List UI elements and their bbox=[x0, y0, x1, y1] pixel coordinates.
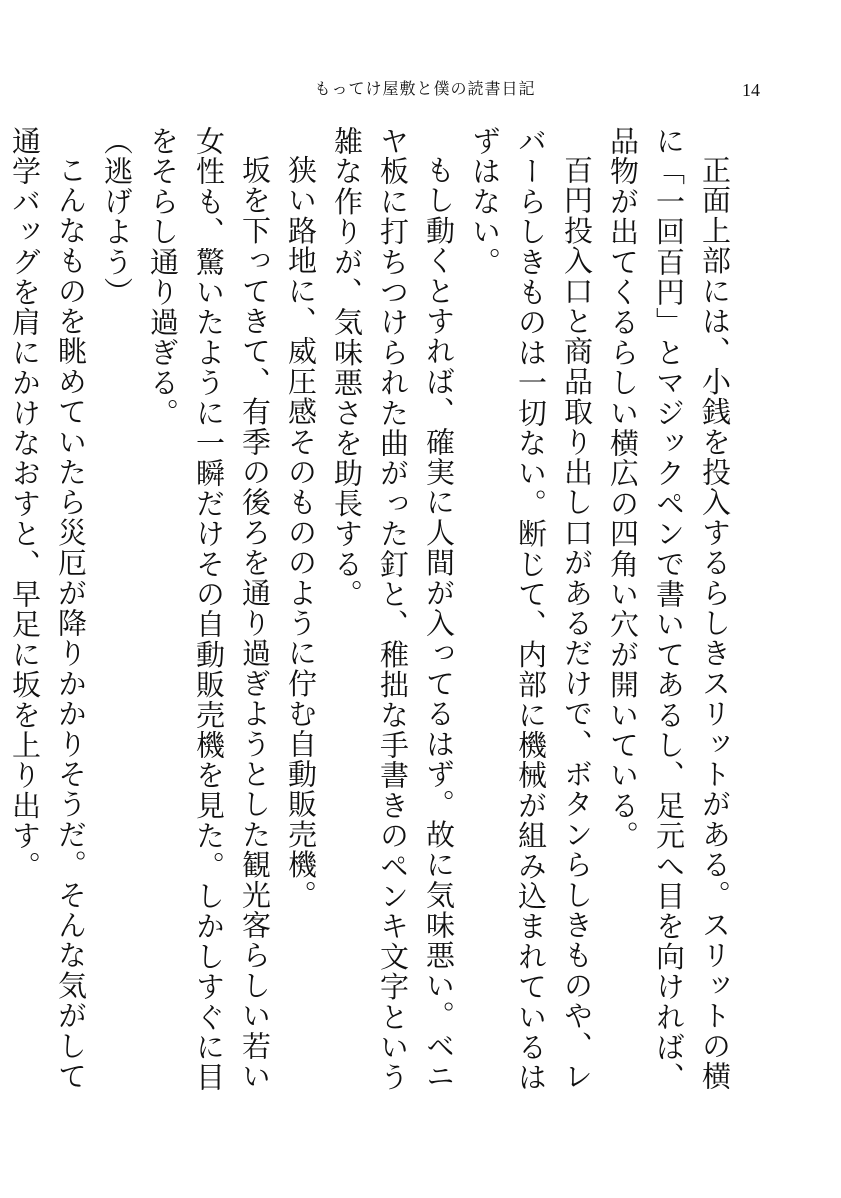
paragraph: こんなものを眺めていたら災厄が降りかかりそうだ。そんな気がして通学バッグを肩にかけなおすと、早足に坂を上り出す。 bbox=[8, 126, 88, 1092]
paragraph: 狭い路地に、威圧感そのもののように佇む自動販売機。 bbox=[284, 155, 318, 910]
paragraph: もし動くとすれば、確実に人間が入ってるはず。故に気味悪い。ベニヤ板に打ちつけられた曲がった釘と、稚拙な手書きのペンキ文字という雑な作りが、気味悪さを助長する。 bbox=[330, 126, 456, 1093]
paragraph: 坂を下ってきて、有季の後ろを通り過ぎようとした観光客らしい若い女性も、驚いたように一瞬だけその自動販売機を見た。しかしすぐに目をそらし通り過ぎる。 bbox=[146, 126, 272, 1093]
inner-thought-paragraph bbox=[0, 126, 2, 1106]
vertical-body-text bbox=[8, 126, 738, 1106]
inner-thought-paragraph: （逃げよう） bbox=[100, 126, 134, 308]
page-number: 14 bbox=[742, 80, 760, 100]
running-header-title: もってけ屋敷と僕の読書日記 bbox=[314, 79, 536, 98]
paragraph: 正面上部には、小銭を投入するらしきスリットがある。スリットの横に「一回百円」とマジックペンで書いてあるし、足元へ目を向ければ、品物が出てくるらしい横広の四角い穴が開いている。 bbox=[606, 126, 732, 1093]
paragraph: 百円投入口と商品取り出し口があるだけで、ボタンらしきものや、レバーらしきものは一切ない。断じて、内部に機械が組み込まれているはずはない。 bbox=[468, 126, 594, 1093]
